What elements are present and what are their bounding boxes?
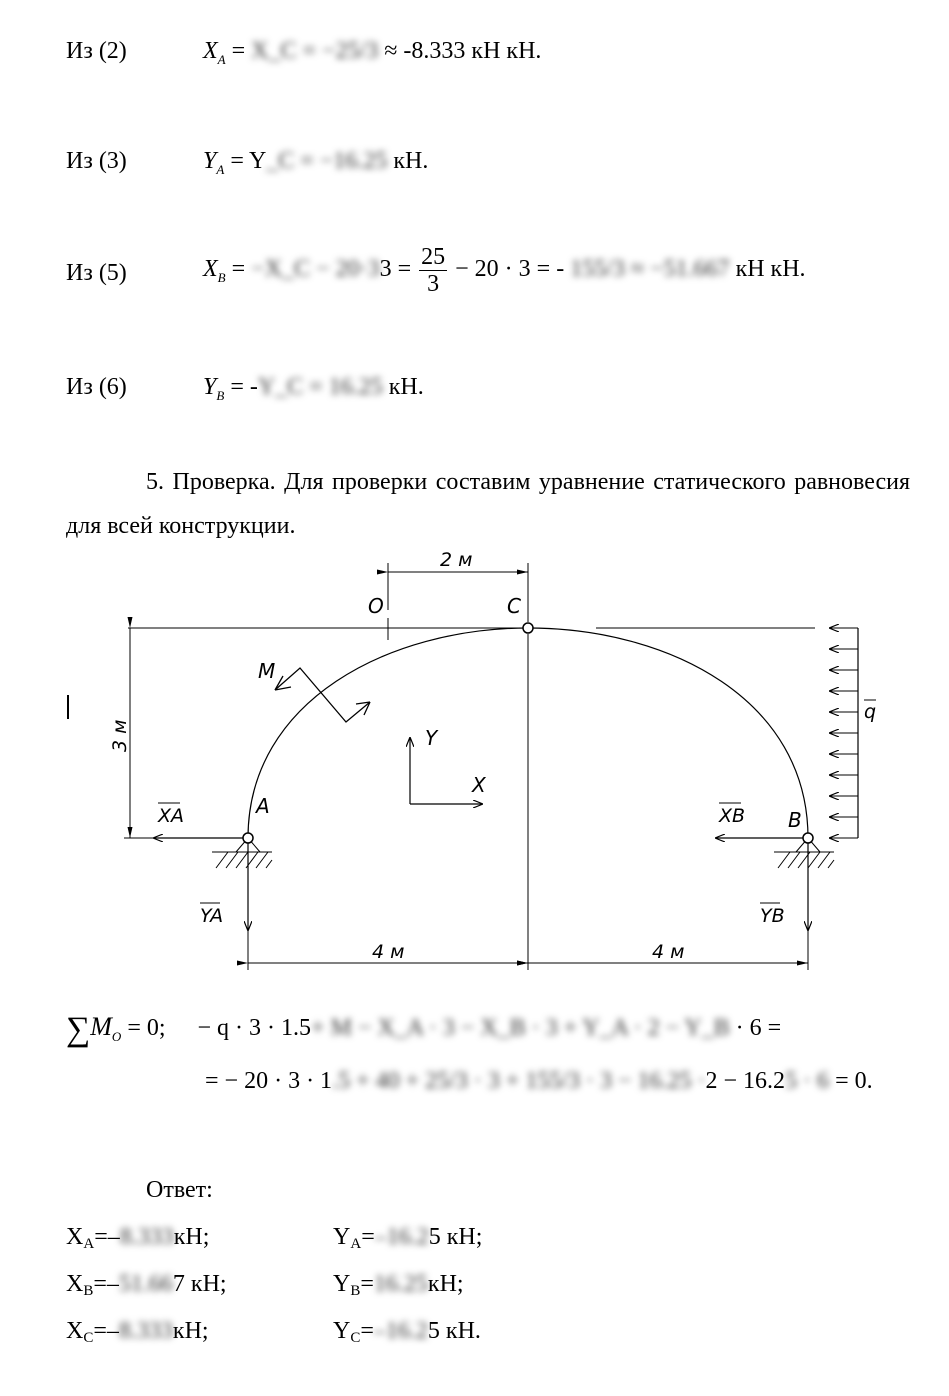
label-m: M: [258, 659, 276, 683]
ans-pre: =: [360, 1271, 374, 1297]
ans-var: Y: [333, 1271, 351, 1297]
support-b-hatch: [778, 852, 834, 868]
ans-sub: A: [83, 1236, 95, 1252]
answer-title: Ответ:: [146, 1177, 213, 1203]
eq-prefix: = Y: [230, 148, 267, 174]
line1-start: − q · 3 · 1.5: [197, 1015, 312, 1041]
arch-left: [248, 628, 528, 838]
support-a-hatch: [216, 852, 272, 868]
ans-pre: =: [360, 1318, 374, 1344]
moment-equation-line2: [205, 1068, 873, 1095]
ans-sub: B: [350, 1283, 361, 1299]
label-b: B: [788, 808, 802, 832]
ans-sub: B: [83, 1283, 94, 1299]
dim-2m-label: 2 м: [440, 549, 473, 571]
ans-pre: =–: [94, 1224, 120, 1250]
eq-tail: ≈ -8.333 кН кН.: [384, 38, 542, 64]
ans-var: Y: [333, 1318, 351, 1344]
answer-row-b-right: [333, 1271, 464, 1298]
var-y: Y: [203, 148, 217, 174]
ans-var: X: [66, 1271, 84, 1297]
section-paragraph: 5. Проверка. Для проверки составим уравнение статического равновесия для всей конструкции.: [66, 469, 910, 539]
line1-blur: + M − X_A · 3 − X_B · 3 + Y_A · 2 − Y_B: [311, 1015, 730, 1041]
sub-b: B: [217, 270, 226, 286]
answer-row-a-right: [333, 1224, 482, 1251]
answer-row-c-left: [66, 1318, 209, 1345]
ans-pre: =–: [93, 1318, 119, 1344]
dim-4m-left-label: 4 м: [372, 941, 405, 963]
label-a: A: [256, 794, 270, 818]
ans-blur: 8.333: [118, 1318, 173, 1344]
line1-end: · 6 =: [735, 1015, 782, 1041]
ans-unit: 7 кН;: [172, 1271, 227, 1297]
blurred-value: Y_C = 16.25: [257, 374, 383, 400]
label-xa: XA: [158, 805, 185, 827]
ans-unit: кН;: [173, 1224, 210, 1250]
blurred-value: _C = −16.25: [266, 148, 388, 174]
eq-tail: кН.: [393, 148, 429, 174]
frac-num: 25: [421, 244, 446, 270]
ans-sub: C: [83, 1330, 94, 1346]
ans-blur: –16.2: [373, 1318, 428, 1344]
var-x: X: [203, 256, 218, 283]
label-q: q: [864, 701, 877, 723]
ans-pre: =: [361, 1224, 375, 1250]
blurred-value-a: −X_C − 20·3: [251, 256, 380, 283]
line2-blur2: 5 · 6: [785, 1068, 830, 1094]
moment-equation-line1: [66, 1006, 782, 1048]
answer-row-b-left: [66, 1271, 227, 1298]
label-xb: XB: [719, 805, 746, 827]
ans-blur: 16.25: [373, 1271, 428, 1297]
line-from-5: Из (5): [66, 260, 127, 286]
line2-mid: 2 − 16.2: [705, 1068, 786, 1094]
ans-unit: 5 кН;: [428, 1224, 483, 1250]
blurred-value-b: 155/3 ≈ −51.667: [570, 256, 730, 283]
answer-row-c-right: [333, 1318, 481, 1345]
ans-unit: кН;: [427, 1271, 464, 1297]
load-q-arrows: [830, 628, 858, 838]
label-c: C: [507, 594, 521, 618]
ans-var: X: [66, 1224, 84, 1250]
label-yb: YB: [760, 905, 785, 927]
line-from-2: Из (2): [66, 38, 127, 64]
dim-4m-right-label: 4 м: [652, 941, 685, 963]
var-y: Y: [203, 374, 217, 400]
eq-prefix: =: [231, 38, 246, 64]
hinge-b: [803, 833, 813, 843]
hinge-c: [523, 623, 533, 633]
eq-prefix: =: [231, 256, 246, 283]
line-from-6: Из (6): [66, 374, 127, 400]
label-x-axis: X: [472, 773, 486, 797]
line-from-3: Из (3): [66, 148, 127, 174]
ans-unit: кН;: [172, 1318, 209, 1344]
label-y-axis: Y: [425, 726, 438, 750]
moment-symbol: [275, 668, 370, 722]
ans-sub: C: [350, 1330, 361, 1346]
ans-var: X: [66, 1318, 84, 1344]
eq-mid: 3 =: [379, 256, 412, 283]
sub-b: B: [216, 388, 225, 403]
sub-a: A: [217, 52, 226, 67]
line2-start: = − 20 · 3 · 1: [205, 1068, 333, 1094]
eq-mid2: − 20 · 3 = -: [455, 256, 565, 283]
moment-lhs-tail: = 0;: [127, 1015, 166, 1041]
var-x: X: [203, 38, 218, 64]
frac-den: 3: [419, 270, 447, 297]
line2-end: = 0.: [835, 1068, 873, 1094]
ans-blur: 51.66: [118, 1271, 173, 1297]
ans-pre: =–: [93, 1271, 119, 1297]
hinge-a: [243, 833, 253, 843]
ans-unit: 5 кН.: [427, 1318, 481, 1344]
moment-lhs: M: [90, 1012, 112, 1041]
line2-blur: .5 + 40 + 25/3 · 3 + 155/3 · 3 − 16.25 ·: [332, 1068, 706, 1094]
arch-right: [528, 628, 808, 838]
dim-3m-label: 3 м: [109, 719, 131, 752]
ans-blur: 8.333: [119, 1224, 174, 1250]
ans-sub: A: [350, 1236, 362, 1252]
eq-prefix: = -: [230, 374, 258, 400]
answer-row-a-left: [66, 1224, 209, 1251]
sum-symbol: ∑: [66, 1011, 91, 1048]
moment-lhs-sub: O: [111, 1029, 122, 1044]
sub-a: A: [216, 162, 225, 177]
eq-tail: кН.: [388, 374, 424, 400]
label-o: O: [368, 594, 384, 618]
label-ya: YA: [200, 905, 224, 927]
eq-tail: кН кН.: [735, 256, 806, 283]
blurred-value: X_C = −25/3: [251, 38, 379, 64]
ans-var: Y: [333, 1224, 351, 1250]
ans-blur: –16.2: [374, 1224, 429, 1250]
